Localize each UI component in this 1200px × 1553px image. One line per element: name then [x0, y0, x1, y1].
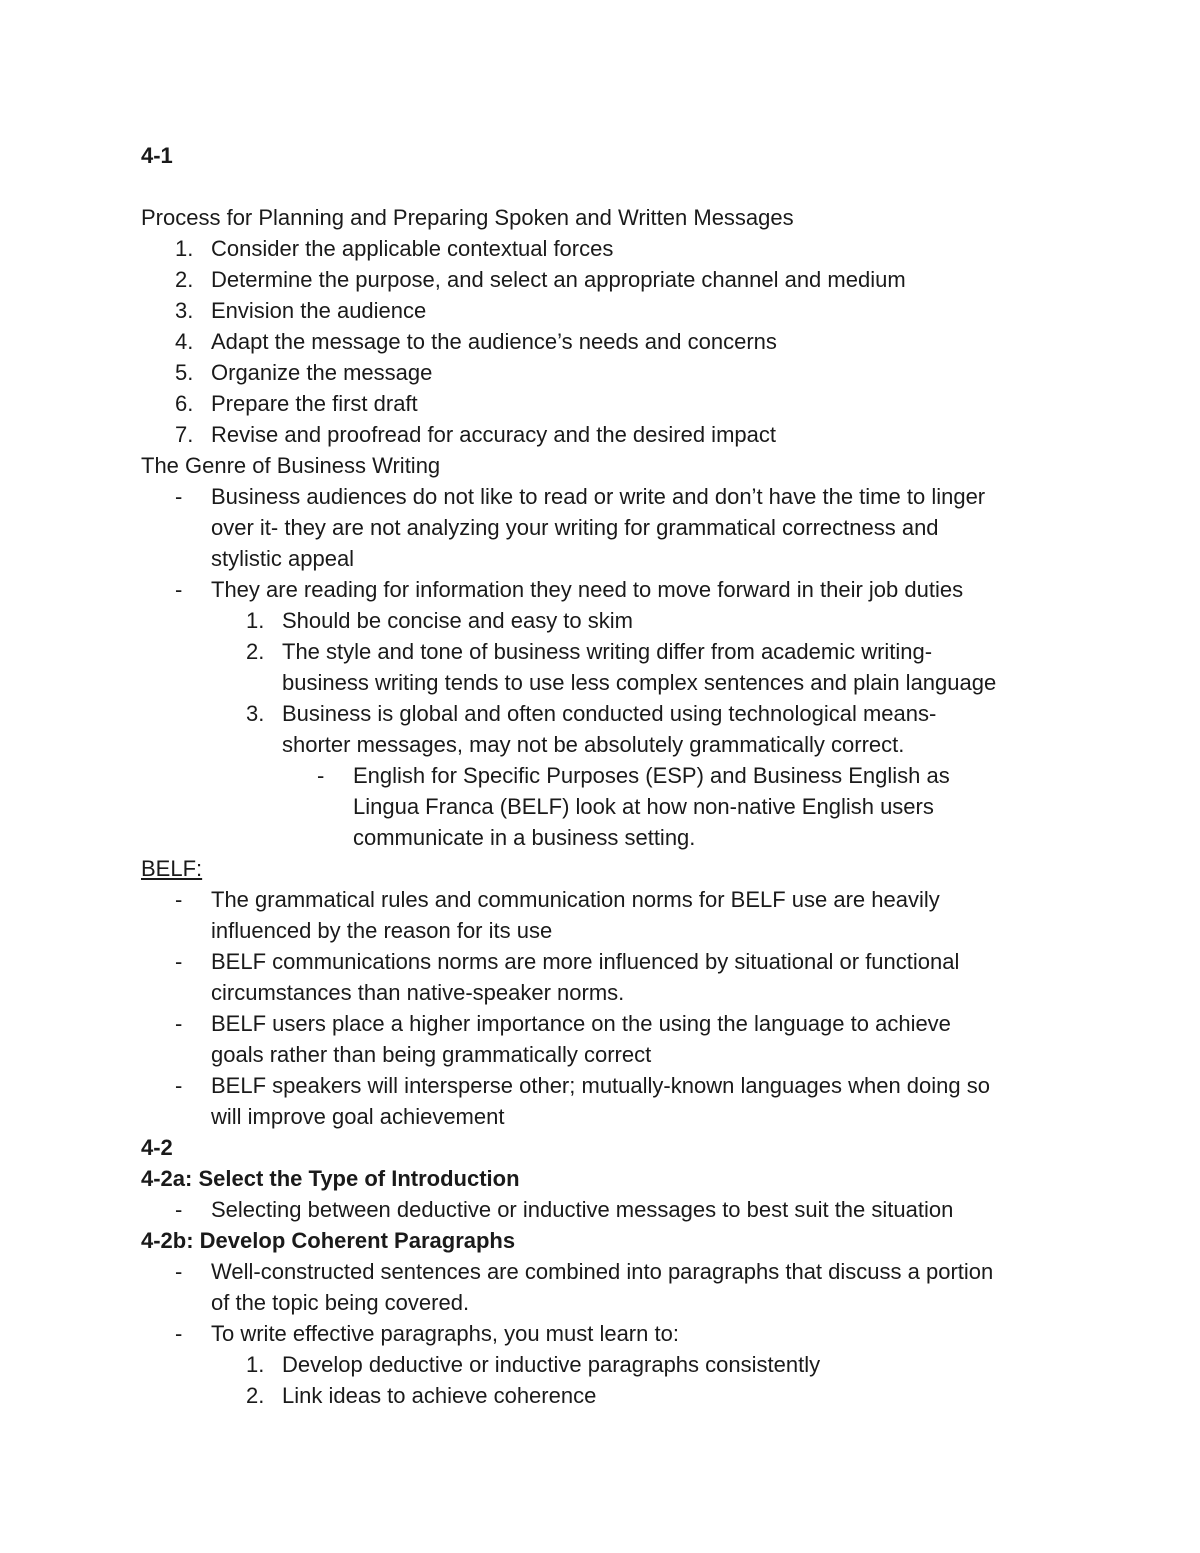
nested-bullet-continuation: Lingua Franca (BELF) look at how non-native English users — [353, 794, 934, 819]
bullet-continuation: will improve goal achievement — [211, 1104, 505, 1129]
bullet-item: - BELF speakers will intersperse other; mutually-known languages when doing so — [175, 1073, 990, 1098]
bullet-item: - To write effective paragraphs, you must learn to: — [175, 1321, 679, 1346]
bullet-continuation: of the topic being covered. — [211, 1290, 470, 1315]
section-heading-4-1: 4-1 — [141, 143, 173, 168]
list-item: 5. Organize the message — [175, 360, 433, 385]
bullet-item: - The grammatical rules and communication norms for BELF use are heavily — [175, 887, 940, 912]
subsection-heading-4-2a: 4-2a: Select the Type of Introduction — [141, 1166, 520, 1191]
bullet-item: - Well-constructed sentences are combined into paragraphs that discuss a portion — [175, 1259, 994, 1284]
bullet-continuation: influenced by the reason for its use — [211, 918, 553, 943]
bullet-item: - BELF users place a higher importance on the using the language to achieve — [175, 1011, 951, 1036]
blank-line — [141, 171, 1061, 202]
list-item: 3. Envision the audience — [175, 298, 427, 323]
list-item: 6. Prepare the first draft — [175, 391, 418, 416]
list-item: 2. Determine the purpose, and select an appropriate channel and medium — [175, 267, 906, 292]
list-item: 7. Revise and proofread for accuracy and the desired impact — [175, 422, 776, 447]
sub-list-continuation: shorter messages, may not be absolutely grammatically correct. — [282, 732, 905, 757]
bullet-item: - Business audiences do not like to read or write and don’t have the time to linger — [175, 484, 986, 509]
bullet-item: - Selecting between deductive or inductive messages to best suit the situation — [175, 1197, 954, 1222]
list-item: 4. Adapt the message to the audience’s needs and concerns — [175, 329, 777, 354]
belf-title: BELF: — [141, 856, 203, 881]
nested-bullet-item: - English for Specific Purposes (ESP) and Business English as — [317, 763, 950, 788]
process-title: Process for Planning and Preparing Spoken and Written Messages — [141, 205, 794, 230]
list-item: 1. Consider the applicable contextual forces — [175, 236, 614, 261]
bullet-item: - They are reading for information they need to move forward in their job duties — [175, 577, 964, 602]
bullet-continuation: over it- they are not analyzing your writing for grammatical correctness and — [211, 515, 939, 540]
subsection-heading-4-2b: 4-2b: Develop Coherent Paragraphs — [141, 1228, 516, 1253]
sub-list-item: 3. Business is global and often conducted using technological means- — [246, 701, 937, 726]
nested-bullet-continuation: communicate in a business setting. — [353, 825, 696, 850]
bullet-continuation: stylistic appeal — [211, 546, 355, 571]
sub-list-item: 1. Should be concise and easy to skim — [246, 608, 633, 633]
genre-title: The Genre of Business Writing — [141, 453, 441, 478]
bullet-item: - BELF communications norms are more influenced by situational or functional — [175, 949, 960, 974]
sub-list-item: 2. The style and tone of business writing differ from academic writing- — [246, 639, 933, 664]
sub-list-item: 2. Link ideas to achieve coherence — [246, 1383, 597, 1408]
section-heading-4-2: 4-2 — [141, 1135, 173, 1160]
bullet-continuation: circumstances than native-speaker norms. — [211, 980, 625, 1005]
sub-list-item: 1. Develop deductive or inductive paragraphs consistently — [246, 1352, 821, 1377]
sub-list-continuation: business writing tends to use less complex sentences and plain language — [282, 670, 997, 695]
document-page — [141, 140, 1061, 1411]
bullet-continuation: goals rather than being grammatically correct — [211, 1042, 652, 1067]
